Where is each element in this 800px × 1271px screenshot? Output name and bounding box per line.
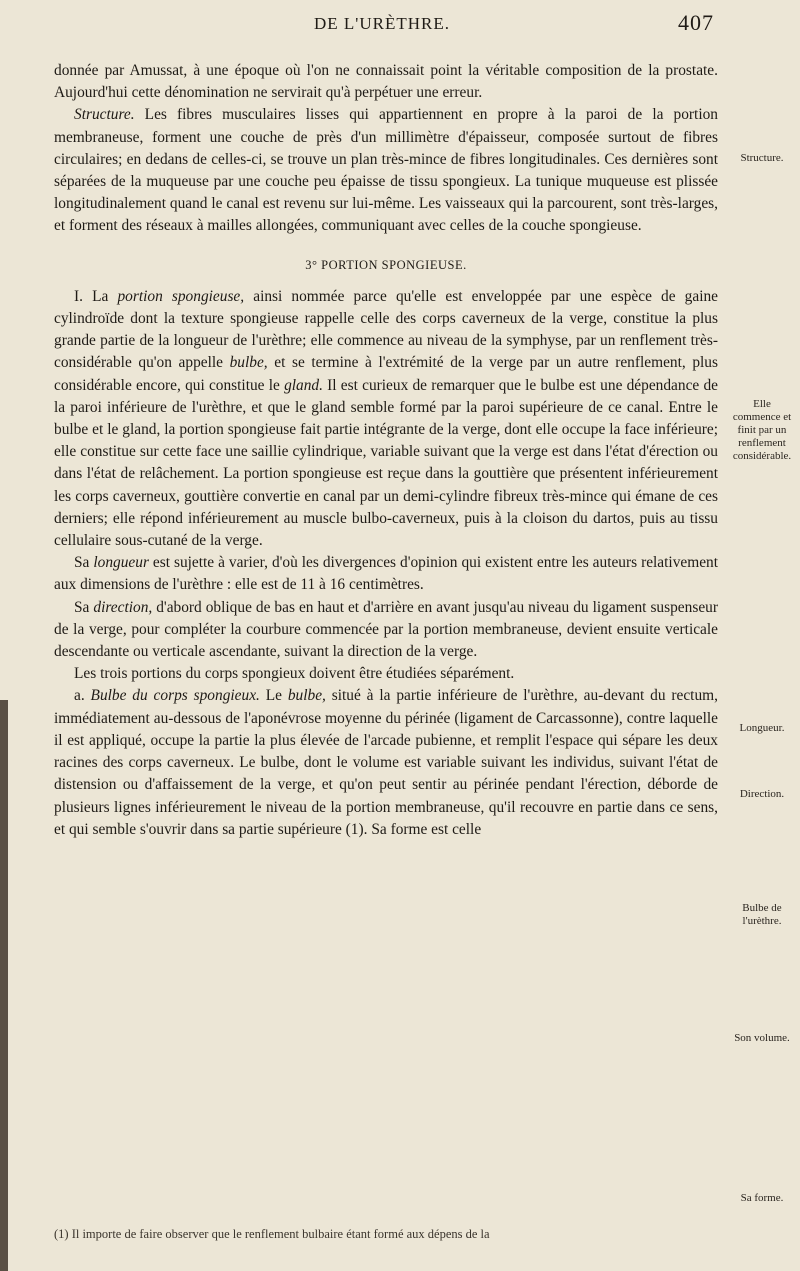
paragraph-structure: Structure. Les fibres musculaires lisses qui appartiennent en propre à la paroi de la portion membraneuse, forment une couche de près d'un millimètre d'épaisseur, composée surtout de fibres circulaires; en dedans de celles-ci, se trouve un plan très-mince de fibres longitudinales. Ces dernières sont séparées de la muqueuse par une couche peu épaisse de tissu spongieux. La tunique muqueuse est plissée longitudinalement quand le canal est revenu sur lui-même. Les vaisseaux qui la parcourent, sont très-larges, et forment des réseaux à mailles allongées, communiquant avec celles de la couche spongieuse. bbox=[54, 106, 718, 235]
margin-note-longueur: Longueur. bbox=[739, 722, 785, 734]
body-text bbox=[54, 60, 718, 841]
paragraph-bulbe: a. Bulbe du corps spongieux. Le bulbe, situé à la partie inférieure de l'urèthre, au-devant du rectum, immédiatement au-dessous de l'aponévrose moyenne du périnée (ligament de Carcassonne), contre laquelle il est appliqué, occupe la partie la plus élevée de l'arcade pubienne, et remplit l'espace qui sépare les deux racines des corps caverneux. Le bulbe, dont le volume est variable suivant les individus, suivant l'état de distension ou d'affaissement de la verge, et qu'on peut sentir au périnée pendant l'érection, déborde de plusieurs lignes inférieurement le niveau de la portion membraneuse, qu'il recouvre en partie dans ce sens, et qui semble s'ouvrir dans sa partie supérieure (1). Sa forme est celle bbox=[54, 687, 718, 838]
margin-note-volume: Son volume. bbox=[734, 1032, 790, 1044]
margin-note-bulbe: Bulbe de l'urèthre. bbox=[742, 902, 782, 927]
margin-note-direction: Direction. bbox=[739, 788, 785, 800]
paragraph: Les trois portions du corps spongieux doivent être étudiées séparément. bbox=[74, 665, 515, 683]
page-edge-shadow bbox=[0, 700, 8, 1271]
section-heading: 3° PORTION SPONGIEUSE. bbox=[305, 257, 467, 272]
structure-label: Structure. bbox=[74, 106, 135, 124]
paragraph-portion-spongieuse: I. La portion spongieuse, ainsi nommée parce qu'elle est enveloppée par une espèce de gaine cylindroïde dont la texture spongieuse rappelle celle des corps caverneux de la verge, constitue la plus grande partie de la longueur de l'urèthre; elle commence au niveau de la symphyse, par un renflement très-considérable qu'on appelle bulbe, et se termine à l'extrémité de la verge par un autre renflement, plus considérable encore, qui constitue le gland. Il est curieux de remarquer que le bulbe est une dépendance de la paroi inférieure de l'urèthre, et que le gland semble formé par la paroi supérieure de ce canal. Entre le bulbe et le gland, la portion spongieuse fait partie intégrante de la verge, dont elle occupe la face inférieure; elle constitue sur cette face une saillie cylindrique, variable suivant que la verge est dans l'état d'érection ou dans l'état de relâchement. La portion spongieuse est reçue dans la gouttière que présentent inférieurement les corps caverneux, gouttière convertie en canal par un demi-cylindre fibreux très-mince qui émane de ces derniers; elle répond inférieurement au muscle bulbo-caverneux, puis à la cloison du dartos, puis au tissu cellulaire sous-cutané de la verge. bbox=[54, 287, 719, 550]
paragraph-direction: Sa direction, d'abord oblique de bas en haut et d'arrière en avant jusqu'au niveau du ligament suspenseur de la verge, pour compléter la courbure commencée par la portion membraneuse, devient ensuite verticale descendante ou verticale ascendante, suivant la direction de la verge. bbox=[54, 598, 718, 661]
running-title: DE L'URÈTHRE. bbox=[314, 14, 450, 33]
margin-note-forme: Sa forme. bbox=[740, 1192, 784, 1204]
page-number: 407 bbox=[678, 10, 714, 35]
margin-note-structure: Structure. bbox=[740, 152, 784, 164]
margin-note-elle-commence: Elle commence et finit par un renflement considérable. bbox=[732, 398, 792, 462]
paragraph-longueur: Sa longueur est sujette à varier, d'où les divergences d'opinion qui existent entre les auteurs relativement aux dimensions de l'urèthre : elle est de 11 à 16 centimètres. bbox=[54, 554, 718, 594]
footnote: (1) Il importe de faire observer que le renflement bulbaire étant formé aux dépens de la bbox=[54, 1227, 490, 1241]
paragraph: donnée par Amussat, à une époque où l'on ne connaissait point la véritable composition de la prostate. Aujourd'hui cette dénomination ne servirait qu'à perpétuer une erreur. bbox=[54, 62, 718, 102]
